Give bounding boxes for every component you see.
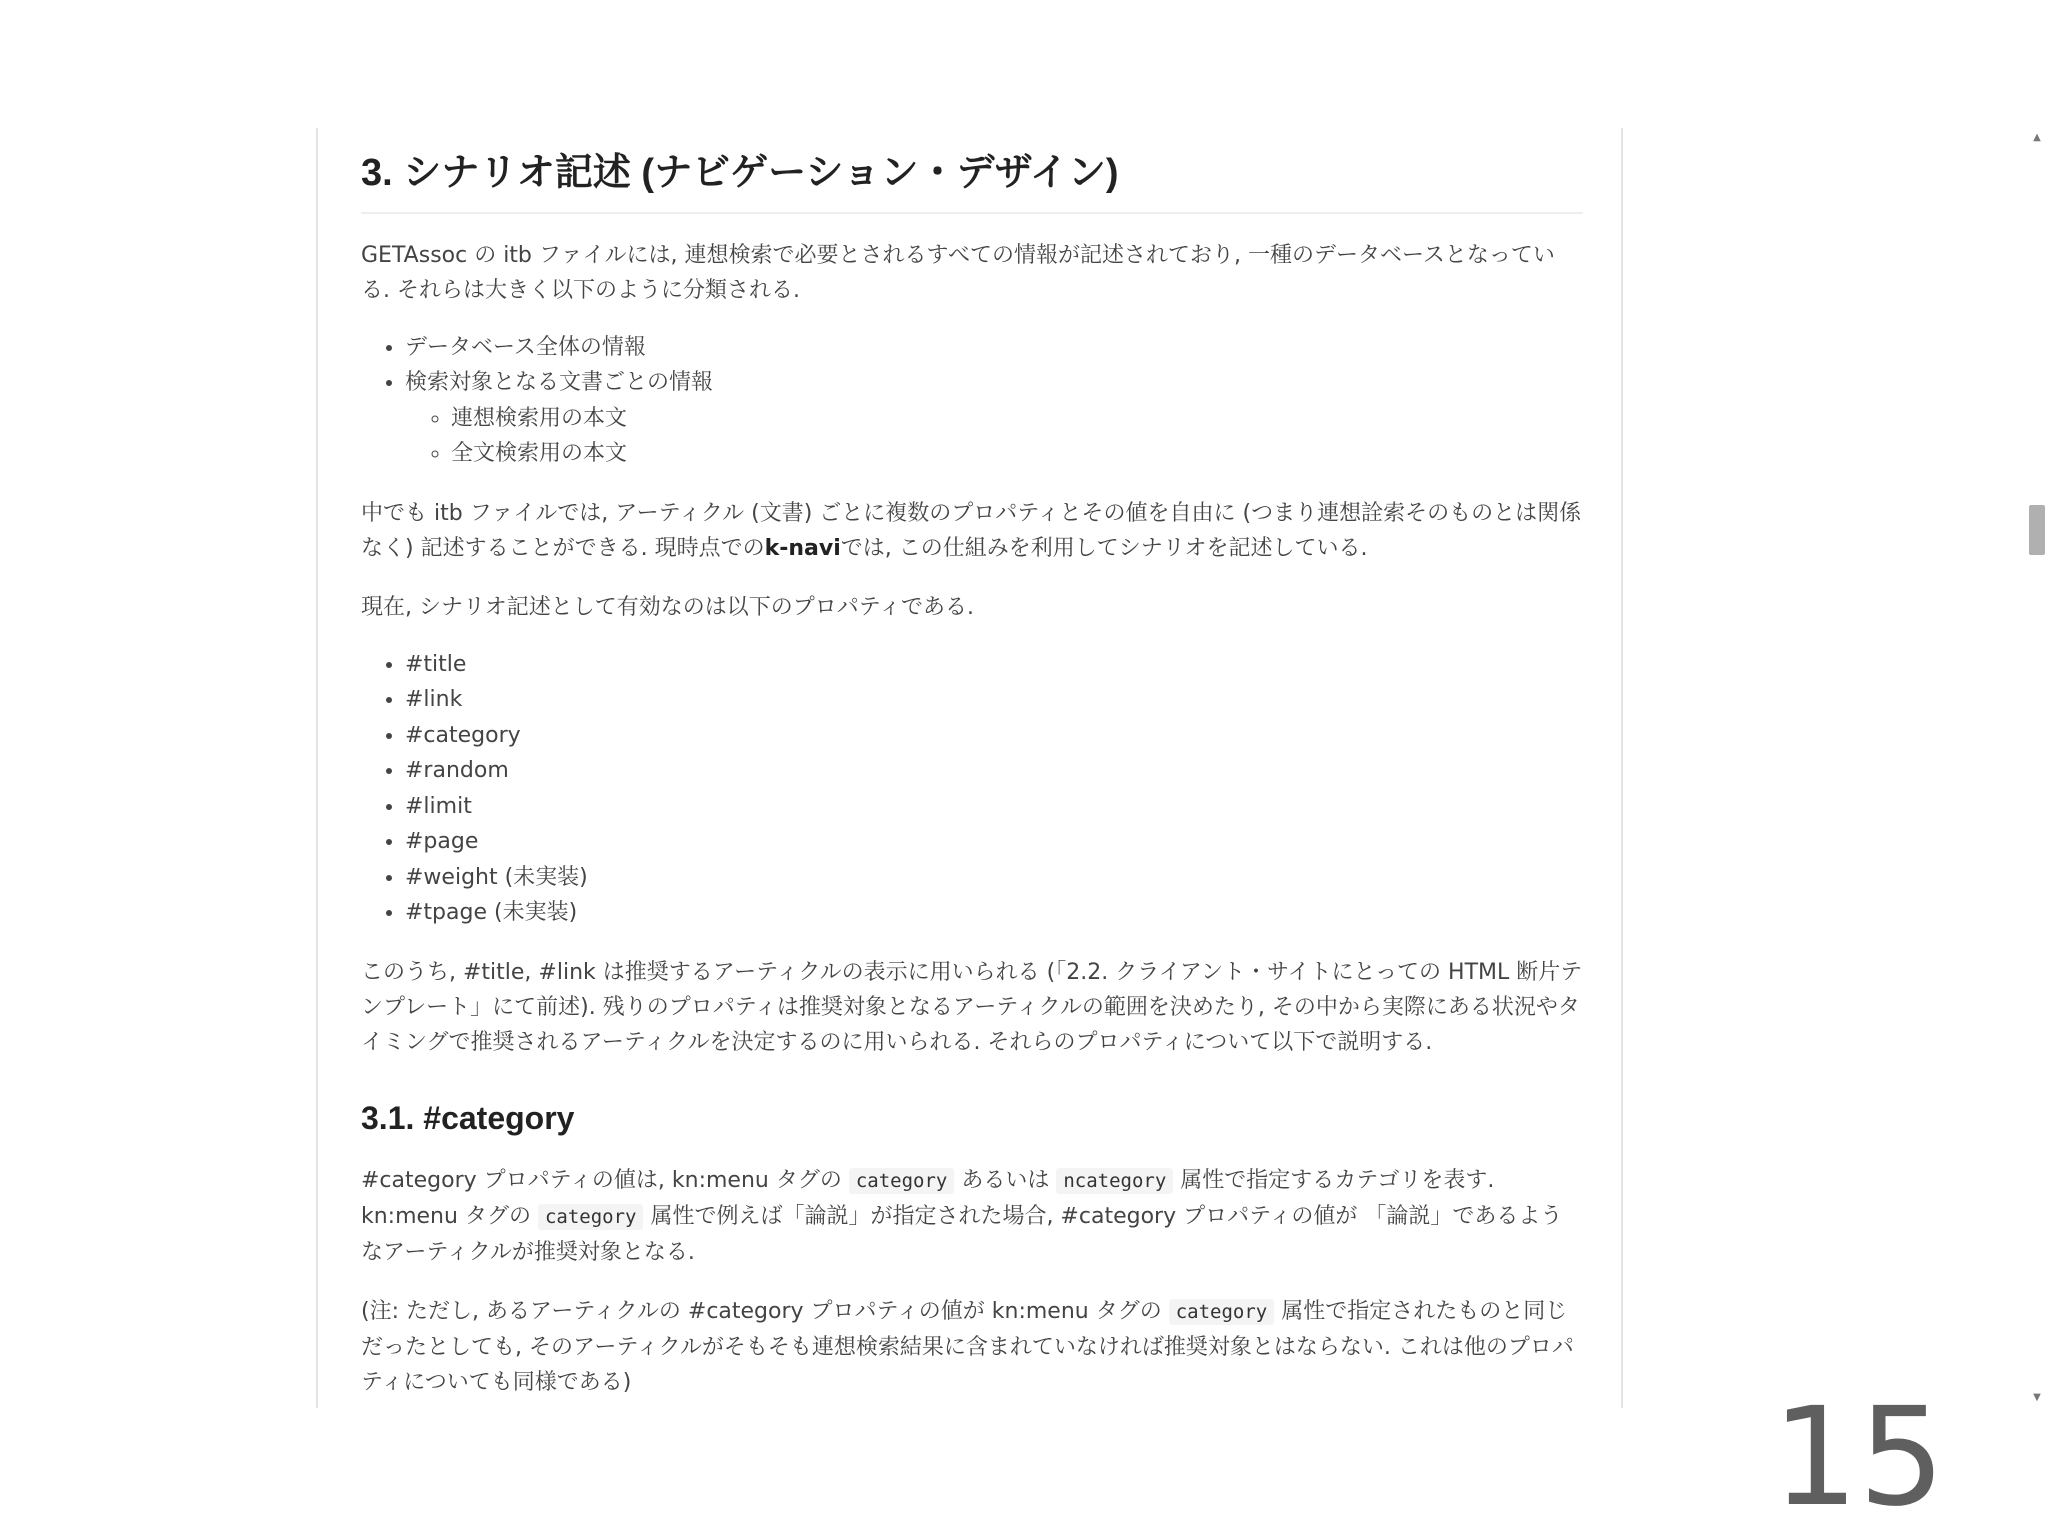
text-span: 属性で指定されたものと同じだったとしても, そのアーティクルがそもそも連想検索結果に含まれていなければ推奨対象とはならない. これは他のプロパティについても同様である) [361, 1299, 1574, 1396]
property-item: • #weight (未実装) [405, 860, 1583, 896]
text-span: では, この仕組みを利用してシナリオを記述している. [840, 535, 1368, 561]
code-category: category [538, 1204, 644, 1230]
text-span: (注: ただし, あるアーティクルの #category プロパティの値が kn:menu タグの [361, 1299, 1169, 1325]
note-paragraph [361, 1294, 1583, 1400]
property-item: • #category [405, 718, 1583, 754]
section-title: 3. シナリオ記述 (ナビゲーション・デザイン) [361, 150, 1583, 214]
text-span: あるいは [954, 1168, 1057, 1194]
property-item: • #tpage (未実装) [405, 895, 1583, 931]
property-item: • #title [405, 647, 1583, 683]
property-item: • #limit [405, 789, 1583, 825]
property-description-paragraph [361, 496, 1583, 566]
sub-list-item: ◦ 全文検索用の本文 [451, 436, 1583, 472]
valid-properties-intro: 現在, シナリオ記述として有効なのは以下のプロパティである. [361, 594, 975, 620]
properties-list [361, 647, 1583, 931]
slide-number: 15 [1772, 1379, 1946, 1537]
property-item: • #random [405, 753, 1583, 789]
list-item-label: 検索対象となる文書ごとの情報 [405, 370, 714, 395]
code-category: category [1169, 1299, 1275, 1325]
k-navi-term: k-navi [764, 535, 841, 561]
vertical-scrollbar[interactable] [2026, 128, 2048, 1408]
subsection-title: 3.1. #category [361, 1099, 575, 1136]
scroll-down-arrow-icon[interactable]: ▼ [2033, 1392, 2041, 1403]
category-description-paragraph [361, 1163, 1583, 1270]
intro-paragraph: GETAssoc の itb ファイルには, 連想検索で必要とされるすべての情報が記述されており, 一種のデータベースとなっている. それらは大きく以下のように分類される. [361, 242, 1555, 303]
info-categories-list [361, 330, 1583, 472]
scroll-up-arrow-icon[interactable]: ▲ [2033, 132, 2041, 143]
code-category: category [849, 1168, 955, 1194]
list-item: • データベース全体の情報 [405, 330, 1583, 366]
code-ncategory: ncategory [1056, 1168, 1173, 1194]
properties-usage-paragraph: このうち, #title, #link は推奨するアーティクルの表示に用いられる (「2.2. クライアント・サイトにとっての HTML 断片テンプレート」にて前述). 残りのプロパティは推奨対象となるアーティクルの範囲を決めたり, その中から実際にある状況やタイミングで推奨されるアーティクルを決定するのに用いられる. それらのプロパティについて以下で説明する. [361, 959, 1583, 1055]
text-span: #category プロパティの値は, kn:menu タグの [361, 1168, 849, 1194]
sub-list-item: ◦ 連想検索用の本文 [451, 401, 1583, 437]
text-span: 中でも itb ファイルでは, アーティクル (文書) ごとに複数のプロパティとその値を自由に (つまり連想詮索そのものとは関係なく) 記述することができる. 現時点での [361, 500, 1582, 561]
property-item: • #page [405, 824, 1583, 860]
list-item [405, 365, 1583, 472]
scroll-thumb[interactable] [2029, 505, 2045, 555]
text-span: 属性で指定するカテゴリを表す. kn:menu タグの [361, 1168, 1495, 1230]
sub-list [405, 401, 1583, 472]
document-viewport [316, 128, 1623, 1408]
text-span: 属性で例えば「論説」が指定された場合, #category プロパティの値が 「論説」であるようなアーティクルが推奨対象となる. [361, 1204, 1563, 1266]
property-item: • #link [405, 682, 1583, 718]
document-content [361, 128, 1583, 1400]
